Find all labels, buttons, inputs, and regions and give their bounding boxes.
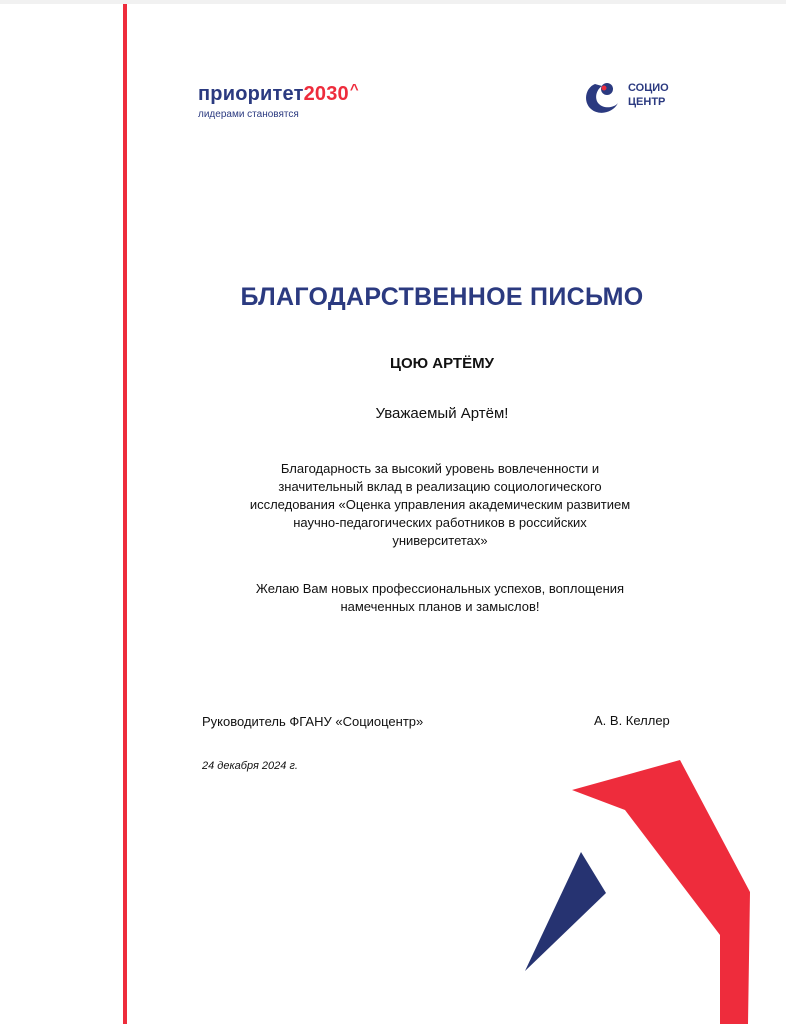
sociocenter-line1: СОЦИО [628,82,669,94]
letter-greeting: Уважаемый Артём! [375,405,509,422]
body-line: научно-педагогических работников в российских [293,515,587,530]
signature-role: Руководитель ФГАНУ «Социоцентр» [202,714,424,729]
signature-name: А. В. Келлер [594,713,670,728]
wish-line: Желаю Вам новых профессиональных успехов, воплощения [255,581,625,596]
wish-line: намеченных планов и замыслов! [340,599,540,614]
priority-number: 2030 [303,83,349,105]
letter-addressee: ЦОЮ АРТЁМУ [390,355,494,372]
letter-title: БЛАГОДАРСТВЕННОЕ ПИСЬМО [240,283,644,311]
priority-tagline: лидерами становятся [198,109,299,120]
navy-ribbon-shape [525,852,606,971]
body-line: значительный вклад в реализацию социологического [278,479,602,494]
priority-caret: ^ [349,81,359,98]
priority-word: приоритет [198,83,304,105]
body-line: исследования «Оценка управления академическим развитием [249,497,631,512]
body-line: Благодарность за высокий уровень вовлеченности и [280,461,600,476]
letter-date: 24 декабря 2024 г. [202,760,298,772]
sociocenter-line2: ЦЕНТР [628,96,666,108]
body-line: университетах» [392,533,488,548]
